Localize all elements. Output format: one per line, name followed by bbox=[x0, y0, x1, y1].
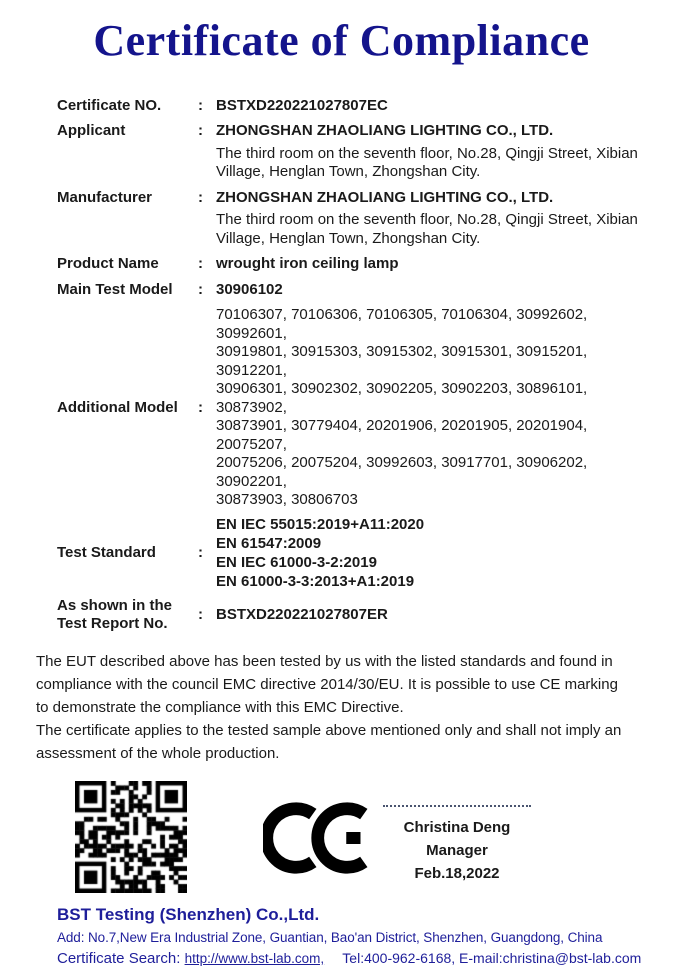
statement-paragraph-1: The EUT described above has been tested by us with the listed standards and found in compliance with the council EMC directive 2014/30/EU. It is possible to use CE marking to demonstrate the compliance with this EMC Directive. bbox=[36, 652, 618, 716]
signature-date: Feb.18,2022 bbox=[414, 864, 500, 882]
model-line: 30906301, 30902302, 30902205, 30902203, 30896101, 30873902, bbox=[216, 380, 588, 416]
manufacturer-address: The third room on the seventh floor, No.28, Qingji Street, Xibian Village, Henglan Town, Zhongshan City. bbox=[216, 211, 638, 247]
field-colon: : bbox=[198, 280, 203, 298]
field-label bbox=[57, 597, 198, 634]
certificate-search-label: Certificate Search: bbox=[57, 949, 181, 967]
field-colon: : bbox=[198, 398, 203, 416]
model-line: 20075206, 20075204, 30992603, 30917701, 30906202, 30902201, bbox=[216, 454, 588, 490]
certificate-fields bbox=[57, 97, 653, 634]
page-title: Certificate of Compliance bbox=[93, 16, 590, 65]
model-line: 30873901, 30779404, 20201906, 20201905, 20201904, 20075207, bbox=[216, 417, 588, 453]
field-row-applicant bbox=[57, 122, 653, 182]
field-row-additional-model bbox=[57, 306, 653, 510]
test-report-value: BSTXD220221027807ER bbox=[216, 606, 388, 624]
field-row-product-name bbox=[57, 255, 653, 274]
certificate-number-value: BSTXD220221027807EC bbox=[216, 96, 388, 114]
test-standard-list bbox=[216, 515, 653, 591]
field-label: Main Test Model bbox=[57, 280, 173, 298]
lab-footer bbox=[57, 905, 683, 967]
standard-line: EN 61000-3-3:2013+A1:2019 bbox=[216, 572, 415, 590]
field-colon: : bbox=[198, 188, 203, 206]
field-colon: : bbox=[198, 96, 203, 114]
standard-line: EN 61547:2009 bbox=[216, 534, 322, 552]
ce-mark-icon bbox=[263, 801, 371, 875]
field-label: Manufacturer bbox=[57, 188, 153, 206]
field-row-certificate-no bbox=[57, 97, 653, 116]
field-colon: : bbox=[198, 543, 203, 561]
field-row-test-standard bbox=[57, 515, 653, 591]
applicant-value bbox=[216, 122, 653, 182]
field-label: Certificate NO. bbox=[57, 96, 162, 114]
qr-code bbox=[75, 781, 187, 893]
field-colon: : bbox=[198, 255, 203, 273]
certificate-page bbox=[0, 16, 683, 967]
field-colon: : bbox=[198, 606, 203, 624]
signature-block bbox=[383, 805, 531, 885]
lab-address: Add: No.7,New Era Industrial Zone, Guantian, Bao'an District, Shenzhen, Guangdong, China bbox=[57, 929, 603, 945]
standard-line: EN IEC 55015:2019+A11:2020 bbox=[216, 515, 425, 533]
certificate-search-line bbox=[57, 950, 683, 967]
test-report-label-line2: Test Report No. bbox=[57, 615, 168, 633]
applicant-address: The third room on the seventh floor, No.28, Qingji Street, Xibian Village, Henglan Town, Zhongshan City. bbox=[216, 144, 638, 181]
field-row-manufacturer bbox=[57, 189, 653, 249]
standard-line: EN IEC 61000-3-2:2019 bbox=[216, 553, 377, 571]
field-row-main-test-model bbox=[57, 281, 653, 300]
field-colon: : bbox=[198, 122, 203, 140]
additional-model-list bbox=[216, 306, 653, 510]
model-line: 30873903, 30806703 bbox=[216, 491, 358, 509]
lab-company-name: BST Testing (Shenzhen) Co.,Ltd. bbox=[57, 904, 320, 924]
manufacturer-company: ZHONGSHAN ZHAOLIANG LIGHTING CO., LTD. bbox=[216, 188, 554, 206]
field-label: Additional Model bbox=[57, 398, 178, 416]
certificate-marks-row bbox=[75, 781, 683, 893]
applicant-company: ZHONGSHAN ZHAOLIANG LIGHTING CO., LTD. bbox=[216, 122, 554, 140]
signature-dotted-line bbox=[383, 805, 531, 807]
model-line: 30919801, 30915303, 30915302, 30915301, 30915201, 30912201, bbox=[216, 343, 588, 379]
product-name-value: wrought iron ceiling lamp bbox=[216, 255, 399, 273]
test-report-label-line1: As shown in the bbox=[57, 596, 173, 614]
certificate-search-link[interactable]: http://www.bst-lab.com, bbox=[184, 950, 325, 966]
signatory-name: Christina Deng bbox=[403, 818, 511, 836]
field-label: Applicant bbox=[57, 122, 126, 140]
field-row-test-report bbox=[57, 597, 653, 634]
manufacturer-value bbox=[216, 189, 653, 249]
statement-paragraph-2: The certificate applies to the tested sample above mentioned only and shall not imply an assessment of the whole production. bbox=[36, 721, 622, 762]
signatory-role: Manager bbox=[426, 841, 488, 859]
main-test-model-value: 30906102 bbox=[216, 280, 283, 298]
compliance-statement bbox=[36, 650, 626, 765]
lab-contact-info: Tel:400-962-6168, E-mail:christina@bst-lab.com bbox=[342, 949, 642, 966]
field-label: Test Standard bbox=[57, 543, 156, 561]
model-line: 70106307, 70106306, 70106305, 70106304, 30992602, 30992601, bbox=[216, 306, 588, 342]
field-label: Product Name bbox=[57, 255, 159, 273]
